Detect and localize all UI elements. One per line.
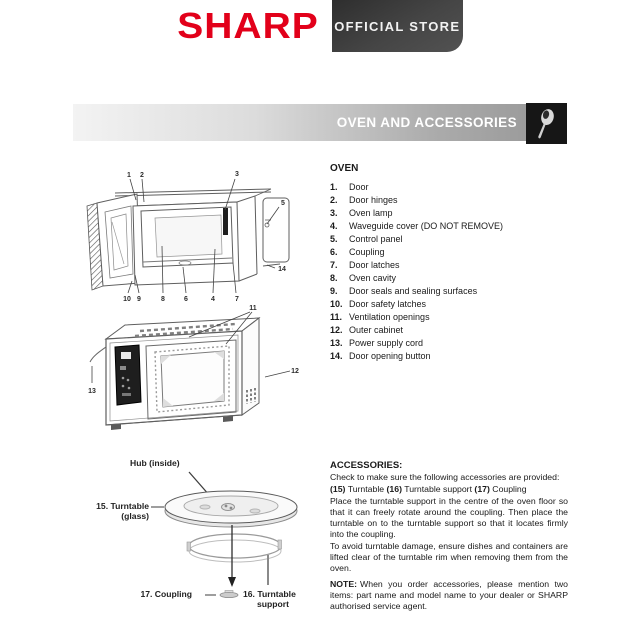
callout-11: 11 [249, 305, 257, 312]
part-number: 6. [330, 247, 338, 257]
accessories-item-line [330, 484, 568, 495]
support-label [243, 589, 296, 609]
part-row [330, 194, 568, 207]
part-row [330, 350, 568, 363]
coupling-label: 17. Coupling [140, 589, 192, 599]
part-label: Door safety latches [349, 299, 427, 309]
acc-num-16: (16) [386, 484, 402, 494]
acc-name-15: Turntable [345, 484, 387, 494]
hub-label: Hub (inside) [130, 458, 180, 468]
part-row [330, 181, 568, 194]
part-row [330, 298, 568, 311]
part-label: Power supply cord [349, 338, 424, 348]
callout-5: 5 [281, 200, 285, 207]
part-row [330, 207, 568, 220]
part-number: 2. [330, 195, 338, 205]
open-oven-diagram [85, 162, 330, 310]
part-number: 5. [330, 234, 338, 244]
part-row [330, 311, 568, 324]
part-number: 7. [330, 260, 338, 270]
accessories-para1: Place the turntable support in the centre of the oven floor so that it can freely rotate around the coupling. Then place the turntable on to the turntable support so that it locates firmly into the coupling. [330, 496, 568, 539]
callout-13: 13 [88, 388, 96, 395]
store-header [0, 0, 640, 53]
part-label: Ventilation openings [349, 312, 430, 322]
sharp-logo: SHARP [177, 6, 319, 46]
callout-1: 1 [127, 172, 131, 179]
note-label: NOTE: [330, 579, 358, 589]
part-number: 9. [330, 286, 338, 296]
support-label-line1: 16. Turntable [243, 589, 296, 599]
callout-9: 9 [137, 296, 141, 303]
open-oven-linework [87, 179, 289, 293]
part-label: Door hinges [349, 195, 398, 205]
part-number: 11. [330, 312, 343, 322]
callout-14: 14 [278, 266, 286, 273]
section-icon-box [526, 103, 567, 144]
part-row [330, 324, 568, 337]
acc-num-17: (17) [474, 484, 490, 494]
part-label: Oven lamp [349, 208, 393, 218]
part-row [330, 337, 568, 350]
accessories-section [330, 460, 568, 613]
callout-12: 12 [291, 368, 299, 375]
part-number: 8. [330, 273, 338, 283]
part-number: 14. [330, 351, 343, 361]
section-title: OVEN AND ACCESSORIES [336, 115, 517, 130]
oven-list-heading: OVEN [330, 163, 359, 174]
part-number: 13. [330, 338, 343, 348]
callout-3: 3 [235, 171, 239, 178]
part-row [330, 259, 568, 272]
acc-num-15: (15) [330, 484, 346, 494]
part-number: 12. [330, 325, 343, 335]
part-label: Door opening button [349, 351, 431, 361]
official-store-badge [332, 0, 463, 52]
callout-8: 8 [161, 296, 165, 303]
callout-2: 2 [140, 172, 144, 179]
accessories-intro: Check to make sure the following accessories are provided: [330, 472, 560, 482]
part-number: 4. [330, 221, 338, 231]
part-label: Door latches [349, 260, 400, 270]
accessories-note [330, 579, 568, 612]
part-number: 1. [330, 182, 338, 192]
part-row [330, 272, 568, 285]
part-label: Waveguide cover (DO NOT REMOVE) [349, 221, 504, 231]
accessories-heading: ACCESSORIES: [330, 460, 403, 471]
part-label: Door [349, 182, 369, 192]
part-label: Control panel [349, 234, 403, 244]
callout-10: 10 [123, 296, 131, 303]
part-label: Door seals and sealing surfaces [349, 286, 478, 296]
spoon-icon [532, 107, 562, 141]
turntable-diagram [85, 455, 325, 640]
part-row [330, 285, 568, 298]
note-text: When you order accessories, please mention two items: part name and model name to your dealer or SHARP authorised service agent. [330, 579, 568, 611]
part-row [330, 233, 568, 246]
part-label: Coupling [349, 247, 385, 257]
part-label: Outer cabinet [349, 325, 404, 335]
accessories-para2: To avoid turntable damage, ensure dishes and containers are lifted clear of the turntable rim when removing them from the oven. [330, 541, 568, 573]
official-store-label: OFFICIAL STORE [334, 18, 461, 34]
closed-oven-linework [90, 312, 290, 430]
part-number: 3. [330, 208, 338, 218]
turntable-label [85, 501, 149, 521]
turntable-label-line2: (glass) [121, 511, 149, 521]
callout-4: 4 [211, 296, 215, 303]
part-row [330, 246, 568, 259]
part-row [330, 220, 568, 233]
turntable-label-line1: 15. Turntable [96, 501, 149, 511]
callout-6: 6 [184, 296, 188, 303]
part-label: Oven cavity [349, 273, 397, 283]
turntable-linework [85, 455, 325, 640]
callout-7: 7 [235, 296, 239, 303]
part-number: 10. [330, 299, 343, 309]
closed-oven-diagram [85, 300, 330, 445]
acc-name-16: Turntable support [401, 484, 475, 494]
manual-page [73, 103, 567, 640]
support-label-line2: support [257, 599, 289, 609]
oven-parts-list [330, 163, 568, 363]
section-title-bar [73, 104, 526, 141]
acc-name-17: Coupling [489, 484, 527, 494]
